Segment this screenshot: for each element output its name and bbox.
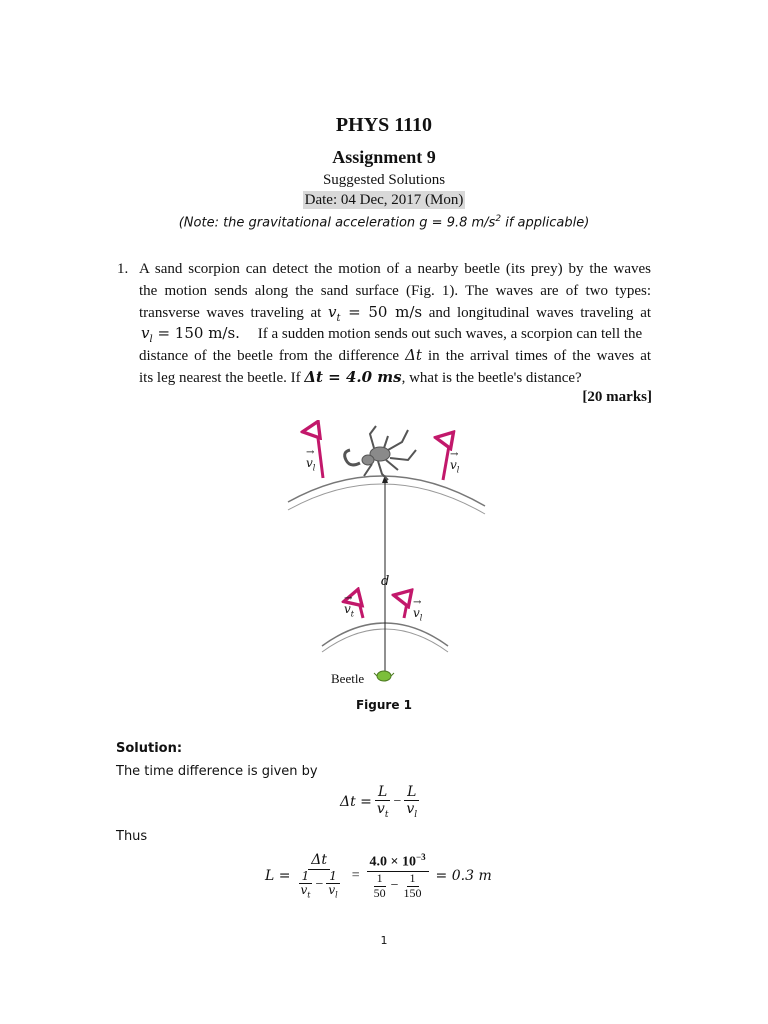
eq2-lhs: L = [265, 868, 291, 885]
delta-t-value: Δt = 4.0 ms [304, 368, 402, 386]
question-text: and longitudinal waves traveling at [428, 305, 652, 321]
eq1-frac-1: $\frac{L}{v_t}$ [376, 784, 389, 820]
scorpion-figure [270, 420, 500, 690]
note-text: (Note: the gravitational acceleration g = 9.8 m/s [178, 215, 496, 231]
eq2-frac-numeric: $4.0 \times 10^{-3}$ $\frac{1}{50}$ − $\frac{1}{150}$ [366, 852, 430, 900]
eq2-equals: = [351, 868, 360, 884]
label-beetle: Beetle [331, 671, 365, 686]
question-text: its leg nearest the beetle. If [139, 370, 301, 386]
question-text: in the arrival times of the waves at [427, 348, 652, 364]
wave-arrow-right-upper [443, 440, 450, 480]
note-line [0, 214, 768, 230]
question-text: If a sudden motion sends out such waves, a scorpion can tell the [257, 326, 643, 342]
question-line-1: A sand scorpion can detect the motion of a nearby beetle (its prey) by the waves [139, 261, 651, 277]
eq2-result: = 0.3 m [435, 868, 492, 885]
question-line-6 [139, 367, 582, 389]
date-highlight: Date: 04 Dec, 2017 (Mon) [304, 192, 464, 208]
label-vl-lower: → $v_l$ [413, 597, 423, 623]
question-line-5 [139, 345, 651, 367]
date-line [0, 192, 768, 209]
eq1-minus: − [393, 794, 402, 810]
question-text: distance of the beetle from the difference [139, 348, 400, 364]
solution-thus: Thus [116, 829, 148, 844]
label-vt-left: → $v_t$ [344, 593, 354, 619]
beetle-icon [374, 671, 394, 681]
solution-heading: Solution: [116, 741, 183, 756]
marks: [20 marks] [582, 389, 652, 405]
note-text-end: if applicable) [501, 215, 590, 231]
label-distance: d [381, 574, 390, 589]
course-title: PHYS 1110 [335, 114, 433, 136]
question-text: , what is the beetle's distance? [401, 370, 582, 386]
wave-arrow-right-lower [404, 598, 408, 618]
question-text: transverse waves traveling at [139, 305, 322, 321]
note-superscript: 2 [495, 214, 502, 224]
wave-arrow-left-upper [317, 430, 323, 478]
label-vl-left: → $v_l$ [306, 447, 316, 473]
label-vl-right: → $v_l$ [450, 449, 460, 475]
scorpion-icon [345, 426, 416, 480]
eq1-lhs: Δt = [340, 794, 372, 811]
eq2-frac-symbolic: Δt $\frac{1}{v_t}$ − $\frac{1}{v_l}$ [292, 852, 345, 899]
question-number: 1. [117, 261, 129, 277]
page-number: 1 [380, 934, 388, 947]
figure-caption: Figure 1 [355, 698, 413, 712]
equation-distance [265, 852, 492, 900]
vt-equation: $v_t = 50$ m/s [327, 303, 423, 324]
subtitle: Suggested Solutions [322, 172, 446, 188]
solution-intro: The time difference is given by [116, 764, 318, 779]
wave-arrow-left-lower [358, 598, 363, 618]
eq1-frac-2: $\frac{L}{v_l}$ [403, 784, 420, 820]
assignment-title: Assignment 9 [332, 147, 436, 167]
vl-equation: $v_l = 150$ m/s. [141, 324, 240, 345]
question-line-2: the motion sends along the sand surface (Fig. 1). The waves are of two types: [139, 283, 651, 299]
equation-time-difference [340, 784, 422, 820]
delta-t: Δt [405, 346, 422, 364]
